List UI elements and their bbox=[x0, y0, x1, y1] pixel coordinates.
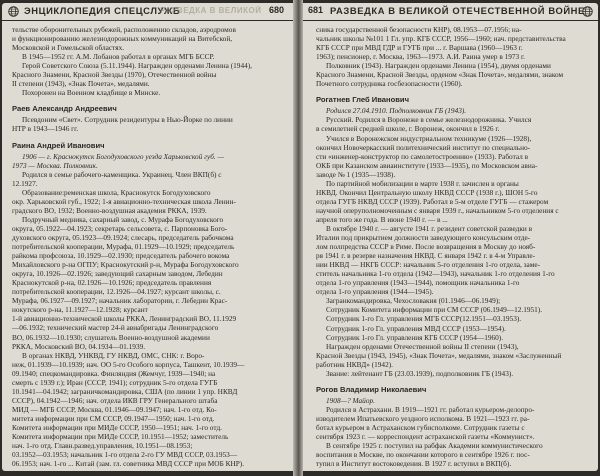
text-line: Красного Знамени, Красной Звезды (1970), Отечественной войны bbox=[12, 70, 217, 80]
text-line: воспитания в Москве, по окончании которого в сентябре 1926 г. пос- bbox=[316, 450, 530, 460]
text-line: духовского округа, 05.1923—09.1924; слесарь, председатель рабочкома bbox=[12, 232, 234, 242]
text-line: Красной Звезды (1943, 1945), «Знак Почета», медалями, знаком «Заслуженный bbox=[316, 350, 562, 360]
left-page bbox=[2, 3, 296, 471]
text-line: потребительской кооперации, Мурафа, 01.1929—10.1929; председатель bbox=[12, 242, 235, 252]
text-line: Герой Советского Союза (5.11.1944). Награжден орденами Ленина (1944), bbox=[22, 61, 252, 71]
text-line: Мурафа, 06.1927—09.1927; начальник лаборатории, г. Лебедин Крас- bbox=[12, 296, 228, 306]
entry-heading-raev: Раев Александр Андреевич bbox=[12, 104, 117, 114]
text-line: нокутского р-на, 11.1927—12.1928; курсант bbox=[12, 305, 148, 315]
text-line: Сотрудник 1-го Гл. управления МГБ СССР(12.1951—03.1953). bbox=[326, 314, 522, 324]
text-line: ОКБ при Казанском авиаинституте (1933—1935), по Московском авиа- bbox=[316, 160, 538, 170]
book-gutter bbox=[293, 0, 303, 476]
text-line: ститель начальника 1-го отдела (1942—1943), начальник 1-го отделения 1-го bbox=[316, 269, 555, 279]
text-line: чальник школы №101 1 Гл. упр. КГБ СССР, 1956—1960; нач. представительства bbox=[316, 34, 566, 44]
entry-heading-rogatnev: Рогатнев Глеб Иванович bbox=[316, 95, 410, 105]
left-page-number: 680 bbox=[268, 5, 284, 15]
left-running-title: ЭНЦИКЛОПЕДИЯ СПЕЦСЛУЖБ bbox=[24, 5, 181, 16]
entry-heading-rogov: Рогов Владимир Николаевич bbox=[316, 384, 427, 394]
text-line: Учился в Воронежском индустриальном техникуме (1926—1928), bbox=[326, 133, 532, 143]
text-line: тельстве оборонительных рубежей, расположению складов, аэродромов bbox=[12, 25, 236, 34]
text-line: 1908—? Майор. bbox=[326, 395, 375, 405]
text-line: Похоронен на Военном кладбище в Минске. bbox=[22, 88, 161, 98]
text-line: НТР в 1943—1946 гг. bbox=[12, 124, 79, 134]
text-line: в семилетней средней школе, г. Воронеж, окончил в 1926 г. bbox=[316, 124, 500, 134]
text-line: митета информации при СМ СССР, 09.1947—1950; нач. 1-го отд. bbox=[12, 413, 215, 423]
globe-icon bbox=[8, 6, 19, 17]
text-line: Михайловского р-на ОГПУ; Краснокутский р-н, Мурафа Богодуховского bbox=[12, 260, 239, 270]
text-line: Красного Знамени, Красной Звезды, орденом «Знак Почета», медалями, знаком bbox=[316, 70, 564, 80]
text-line: отдела 1-го управления (1944—1945). bbox=[316, 287, 434, 297]
left-showthrough-title: РАЗВЕДКА В ВЕЛИКОЙ bbox=[160, 6, 262, 15]
text-line: и функционированию железнодорожных коммуникаций на Витебской, bbox=[12, 34, 233, 44]
text-line: Краснокутской р-на, 02.1926—10.1926; председатель правления bbox=[12, 278, 212, 288]
text-line: нии НКВД — НКГБ СССР: начальник 5-го отделения 1-го отдела, заме- bbox=[316, 260, 541, 270]
text-line: Полковник (1943). Награжден орденами Ленина (1954), двумя орденами bbox=[326, 61, 551, 71]
text-line: 1973 — Москва. Полковник. bbox=[12, 160, 98, 170]
left-running-header bbox=[2, 3, 296, 21]
text-line: отдела 1-го управления (1943—1944), помощник начальника 1-го bbox=[316, 278, 520, 288]
text-line: заводе № 1 (1935—1938). bbox=[316, 169, 396, 179]
text-line: Комитета информации при МИДе СССР, 1950—1951; нач. 1-го отд. bbox=[12, 422, 222, 432]
text-line: II степени (1943), «Знак Почета», медалями. bbox=[12, 79, 150, 89]
text-line: 1-й авиационно-технической школы РККА, Ленинградский ВО, 11.1929 bbox=[12, 314, 237, 324]
text-line: Загранкомандировка, Чехословакия (01.1946—06.1949); bbox=[326, 296, 501, 306]
text-line: градского ВО, 1932; Военно-воздушная академия РККА, 1939. bbox=[12, 205, 207, 215]
text-line: По партийной мобилизации в марте 1938 г. зачислен в органы bbox=[326, 178, 519, 188]
text-line: В сентябре 1925 г. поступил на рабфак Академии коммунистического bbox=[326, 441, 543, 451]
right-running-header bbox=[300, 3, 598, 21]
text-line: РККА, Московский ВО, 04.1934—01.1939. bbox=[12, 341, 146, 351]
left-page-body bbox=[12, 25, 282, 467]
text-line: научной оперуполномоченным с января 1939 г., начальником 5-го отделения с bbox=[316, 205, 559, 215]
text-line: райкома профсоюза, 10.1929—02.1930; председатель рабочего вокома bbox=[12, 251, 230, 261]
text-line: МИД — МГБ СССР, Москва, 01.1946—09.1947; нач. 1-го отд. Ко- bbox=[12, 404, 217, 414]
text-line: неж, 01.1939—10.1939; нач. ОО 5-го Особого корпуса, Ташкент, 10.1939— bbox=[12, 359, 245, 369]
text-line: окончил Новочеркасский политехнический институт по специально- bbox=[316, 142, 531, 152]
text-line: округа, 10.1926—02.1926; заведующий сахарным заводом, Лебедин bbox=[12, 269, 223, 279]
text-line: КГБ СССР при МВД ГДР и ГУГБ при ... г. Варшава (1960—1963 г. bbox=[316, 43, 523, 53]
globe-icon bbox=[582, 6, 593, 17]
text-line: сника государственной безопасности КНР), 08.1953—07.1956; на- bbox=[316, 25, 522, 34]
text-line: сентября 1923 г. — корреспондент астраханской газеты «Коммунист». bbox=[316, 432, 535, 442]
text-line: округа, 05.1922—04.1923; секретарь сельсовета, с. Парпоновка Бого- bbox=[12, 223, 228, 233]
text-line: В 1945—1952 гг. А.М. Лобанов работал в органах МГБ БССР. bbox=[22, 52, 215, 62]
text-line: Италии под прикрытием должности заведующего консульским отде- bbox=[316, 233, 531, 243]
text-line: отдела ГУГБ НКВД СССР (1939). Работал в 5-м отделе ГУГБ — стажером bbox=[316, 196, 549, 206]
text-line: В октябре 1940 г. — августе 1941 г. резидент советской разведки в bbox=[326, 223, 533, 233]
text-line: лом полпредства СССР в Риме. После возвращения в Москву до нояб- bbox=[316, 242, 536, 252]
text-line: 1963); пенсионер, г. Москва, 1963—1973. А.И. Раина умер в 1973 г. bbox=[316, 52, 526, 62]
text-line: работник НКВД» (1942). bbox=[316, 359, 393, 369]
text-line: ботал курьером в Астраханском губисполкоме. Сотрудник газеты с bbox=[316, 422, 525, 432]
text-line: Псевдоним «Свет». Сотрудник резидентуры в Нью-Йорке по линии bbox=[22, 115, 233, 125]
text-line: 12.1927. bbox=[12, 178, 38, 188]
entry-heading-raina: Раина Андрей Иванович bbox=[12, 140, 105, 150]
text-line: 06.1953; нач. 1-го ... Китай (зам. гл. советника МВД СССР при МОБ КНР). bbox=[12, 459, 245, 469]
text-line: смерть с 1939 г.); Иран (СССР, 1941); сотрудник 5-го отдела ГУГБ bbox=[12, 377, 218, 387]
text-line: Родился 27.04.1910. Подполковник ГБ (1943). bbox=[326, 106, 467, 116]
text-line: Почетного сотрудника госбезопасности (1960). bbox=[316, 79, 463, 89]
right-page-number: 681 bbox=[308, 5, 324, 15]
text-line: 1906 — г. Краснокутск Богодуховского уезда Харьковской губ. — bbox=[22, 151, 224, 161]
text-line: —06.1932; технический мастер 24-й авиабригады Ленинградского bbox=[12, 323, 219, 333]
text-line: Родился в Астрахани. В 1919—1921 гг. работал курьером-делопро- bbox=[326, 404, 535, 414]
right-page bbox=[300, 3, 598, 471]
text-line: сти «инженер-конструктор по самолетостроению» (1933). Работал в bbox=[316, 151, 529, 161]
text-line: 09.1940; спецкомандировка. Финляндия (Жемчуг, 1939—1940; на bbox=[12, 368, 216, 378]
text-line: Родился в семье рабочего-каменщика. Украинец. Член ВКП(б) с bbox=[22, 169, 222, 179]
text-line: Московской и Гомельской областях. bbox=[12, 43, 125, 53]
text-line: нач. 1-го отд. Главн.развед.управления, 10.1951—08.1953; bbox=[12, 441, 193, 451]
right-page-body bbox=[316, 25, 590, 467]
text-line: Сотрудник 1-го Гл. управления МВД СССР (1953—1954). bbox=[326, 323, 506, 333]
text-line: тупил в Институт востоковедения. В 1927 г. вступил в ВКП(б). bbox=[316, 459, 512, 469]
text-line: изводителем Ипатьевского уездного исполкома. В 1921—1923 гг. ра- bbox=[316, 413, 530, 423]
text-line: 03.1952—03.1953; начальник 1-го отдела 2-го ГУ МВД СССР, 03.1953— bbox=[12, 450, 238, 460]
text-line: Сотрудник 1-го Гл. управления КГБ СССР (1954—1960). bbox=[326, 332, 504, 342]
text-line: Подручный медника, сахарный завод, с. Мурафа Богодуховского bbox=[22, 214, 224, 224]
text-line: Сотрудник Комитета информации при СМ СССР (06.1949—12.1951). bbox=[326, 305, 543, 315]
text-line: Награжден орденами Отечественной войны II степени (1943), bbox=[326, 341, 519, 351]
text-line: Образование:ременская школа, Краснокутск Богодуховского bbox=[22, 187, 211, 197]
text-line: Звание: лейтенант ГБ (23.03.1939), подполковник ГБ (1943). bbox=[326, 368, 514, 378]
right-running-title: РАЗВЕДКА В ВЕЛИКОЙ ОТЕЧЕСТВЕННОЙ ВОЙНЕ bbox=[330, 5, 585, 16]
text-line: Русский. Родился в Воронеже в семье железнодорожника. Учился bbox=[326, 115, 532, 125]
text-line: 10.1941—04.1942; заграничкомандировка, США (по линии 1 упр. НКВД bbox=[12, 386, 238, 396]
text-line: ря 1941 г. в резерве назначения НКВД. С января 1942 г. в 4-м Управле- bbox=[316, 251, 536, 261]
text-line: ВО, 06.1932—10.1930; слушатель Военно-воздушной академии bbox=[12, 332, 210, 342]
text-line: НКВД. Окончил Центральную школу НКВД СССР (1938 г.), ШОН 5-го bbox=[316, 187, 538, 197]
text-line: окр. Харьковской губ., 1922; 1-я авиационно-техническая школа Ленин- bbox=[12, 196, 236, 206]
text-line: Комитета информации при МИДе СССР, 10.1951—1952; заместитель bbox=[12, 432, 229, 442]
text-line: В органах НКВД, УНКВД, ГУ НКВД, ОМС, СНК: г. Воро- bbox=[22, 350, 205, 360]
text-line: потребительской кооперации, 12.1926—04.1927; курсант школы, с. bbox=[12, 287, 221, 297]
text-line: СССР), 04.1942—1946; нач. отдела ИКВ ГРУ Генерального штаба bbox=[12, 395, 218, 405]
text-line: апреля того же года. В июне 1940 г. — в ... bbox=[316, 214, 448, 224]
